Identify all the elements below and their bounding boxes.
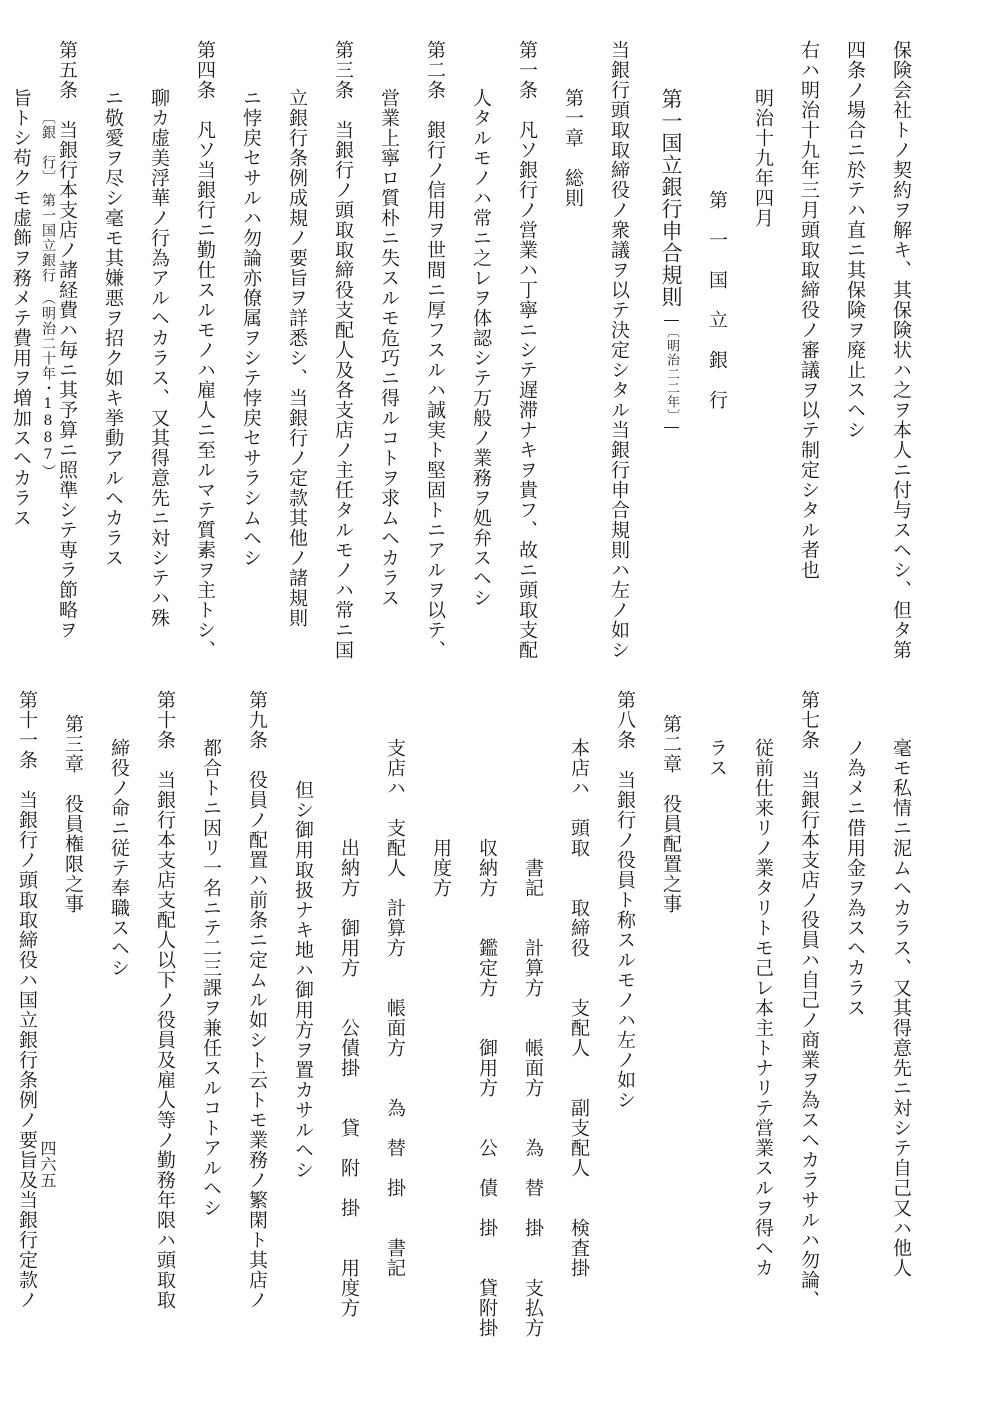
bottom-column: 第十条 当銀行本支店支配人以下ノ役員及雇人等ノ勤務年限ハ頭取取	[154, 690, 176, 1310]
bottom-column: ラス	[706, 738, 728, 778]
bottom-column: 毫モ私情ニ泥ムヘカラス、又其得意先ニ対シテ自己又ハ他人	[890, 738, 912, 1278]
middle-column: 人タルモノハ常ニ之レヲ体認シテ万般ノ業務ヲ処弁スヘシ	[470, 88, 492, 608]
top-column: 保険会社トノ契約ヲ解キ、其保険状ハ之ヲ本人ニ付与スヘシ、但タ第	[890, 40, 912, 660]
middle-column: 第四条 凡ソ当銀行ニ勤仕スルモノハ雇人ニ至ルマテ質素ヲ主トシ、	[194, 40, 216, 660]
document-title	[658, 40, 684, 640]
bottom-column: 書記 計算方 帳面方 為 替 掛 支払方	[522, 738, 544, 1338]
bottom-column: 出納方 御用方 公債掛 貸 附 掛 用度方	[338, 738, 360, 1318]
bottom-column: 但シ御用取扱ナキ地ハ御用方ヲ置カサルヘシ	[292, 780, 314, 1180]
document-title-text: 第一国立銀行申合規則	[659, 88, 683, 308]
bottom-column: 締役ノ命ニ従テ奉職スヘシ	[108, 738, 130, 978]
bottom-column: 支店ハ 支配人 計算方 帳面方 為 替 掛 書記	[384, 738, 406, 1278]
page-number: 四六五	[38, 1140, 57, 1188]
middle-column: 第三条 当銀行ノ頭取取締役支配人及各支店ノ主任タルモノハ常ニ国	[332, 40, 354, 660]
bottom-column: 従前仕来リノ業タリトモ己レ本主トナリテ営業スルヲ得ヘカ	[752, 738, 774, 1278]
bottom-column: 第七条 当銀行本支店ノ役員ハ自己ノ商業ヲ為スヘカラサルハ勿論、	[798, 690, 820, 1310]
top-column: 第 一 国 立 銀 行	[706, 190, 728, 410]
middle-column: 聊カ虚美浮華ノ行為アルヘカラス、又其得意先ニ対シテハ殊	[148, 88, 170, 628]
bottom-column: ノ為メニ借用金ヲ為スヘカラス	[844, 738, 866, 1018]
document-title-date: 〔明治二二年〕	[664, 320, 679, 428]
middle-column: 旨トシ苟クモ虚飾ヲ務メテ費用ヲ増加スヘカラス	[10, 88, 32, 528]
middle-column: 第二条 銀行ノ信用ヲ世間ニ厚フスルハ誠実ト堅固トニアルヲ以テ、	[424, 40, 446, 660]
running-header: 〔銀 行〕 第一国立銀行 （明治二十年・1887）	[40, 110, 56, 479]
bottom-column: 第三章 役員権限之事	[62, 714, 84, 914]
bottom-column: 都合トニ因リ一名ニテ二三課ヲ兼任スルコトアルヘシ	[200, 738, 222, 1218]
middle-column: 営業上寧ロ質朴ニ失スルモ危巧ニ得ルコトヲ求ムヘカラス	[378, 88, 400, 608]
middle-column: 第五条 当銀行本支店ノ諸経費ハ毎ニ其予算ニ照準シテ専ラ節略ヲ	[56, 40, 78, 640]
bottom-column: 第八条 当銀行ノ役員ト称スルモノハ左ノ如シ	[614, 690, 636, 1110]
bottom-column: 第十一条 当銀行ノ頭取取締役ハ国立銀行条例ノ要旨及当銀行定款ノ	[16, 690, 38, 1310]
top-column: 右ハ明治十九年三月頭取取締役ノ審議ヲ以テ制定シタル者也	[798, 40, 820, 580]
top-column: 四条ノ場合ニ於テハ直ニ其保険ヲ廃止スヘシ	[844, 40, 866, 440]
bottom-column: 本店ハ 頭取 取締役 支配人 副支配人 検査掛	[568, 738, 590, 1278]
top-column: 明治十九年四月	[752, 88, 774, 228]
middle-column: 第一章 総則	[562, 88, 584, 208]
bottom-text-block	[0, 690, 914, 1338]
middle-column: 第一条 凡ソ銀行ノ営業ハ丁寧ニシテ遅滞ナキヲ貴フ、故ニ頭取支配	[516, 40, 538, 660]
middle-column: 立銀行条例成規ノ要旨ヲ詳悉シ、当銀行ノ定款其他ノ諸規則	[286, 88, 308, 628]
bottom-column: 第二章 役員配置之事	[660, 714, 682, 914]
middle-column: ニ悖戻セサルハ勿論亦僚属ヲシテ悖戻セサラシムヘシ	[240, 88, 262, 568]
middle-column: ニ敬愛ヲ尽シ毫モ其嫌悪ヲ招ク如キ挙動アルヘカラス	[102, 88, 124, 568]
bottom-column: 第九条 役員ノ配置ハ前条ニ定ムル如シト云トモ業務ノ繁閑ト其店ノ	[246, 690, 268, 1310]
bottom-column: 収納方 鑑定方 御用方 公 債 掛 貸附掛	[476, 738, 498, 1338]
top-text-block	[0, 40, 914, 660]
middle-column: 当銀行頭取取締役ノ衆議ヲ以テ決定シタル当銀行申合規則ハ左ノ如シ	[608, 40, 630, 660]
bottom-column: 用度方	[430, 738, 452, 898]
